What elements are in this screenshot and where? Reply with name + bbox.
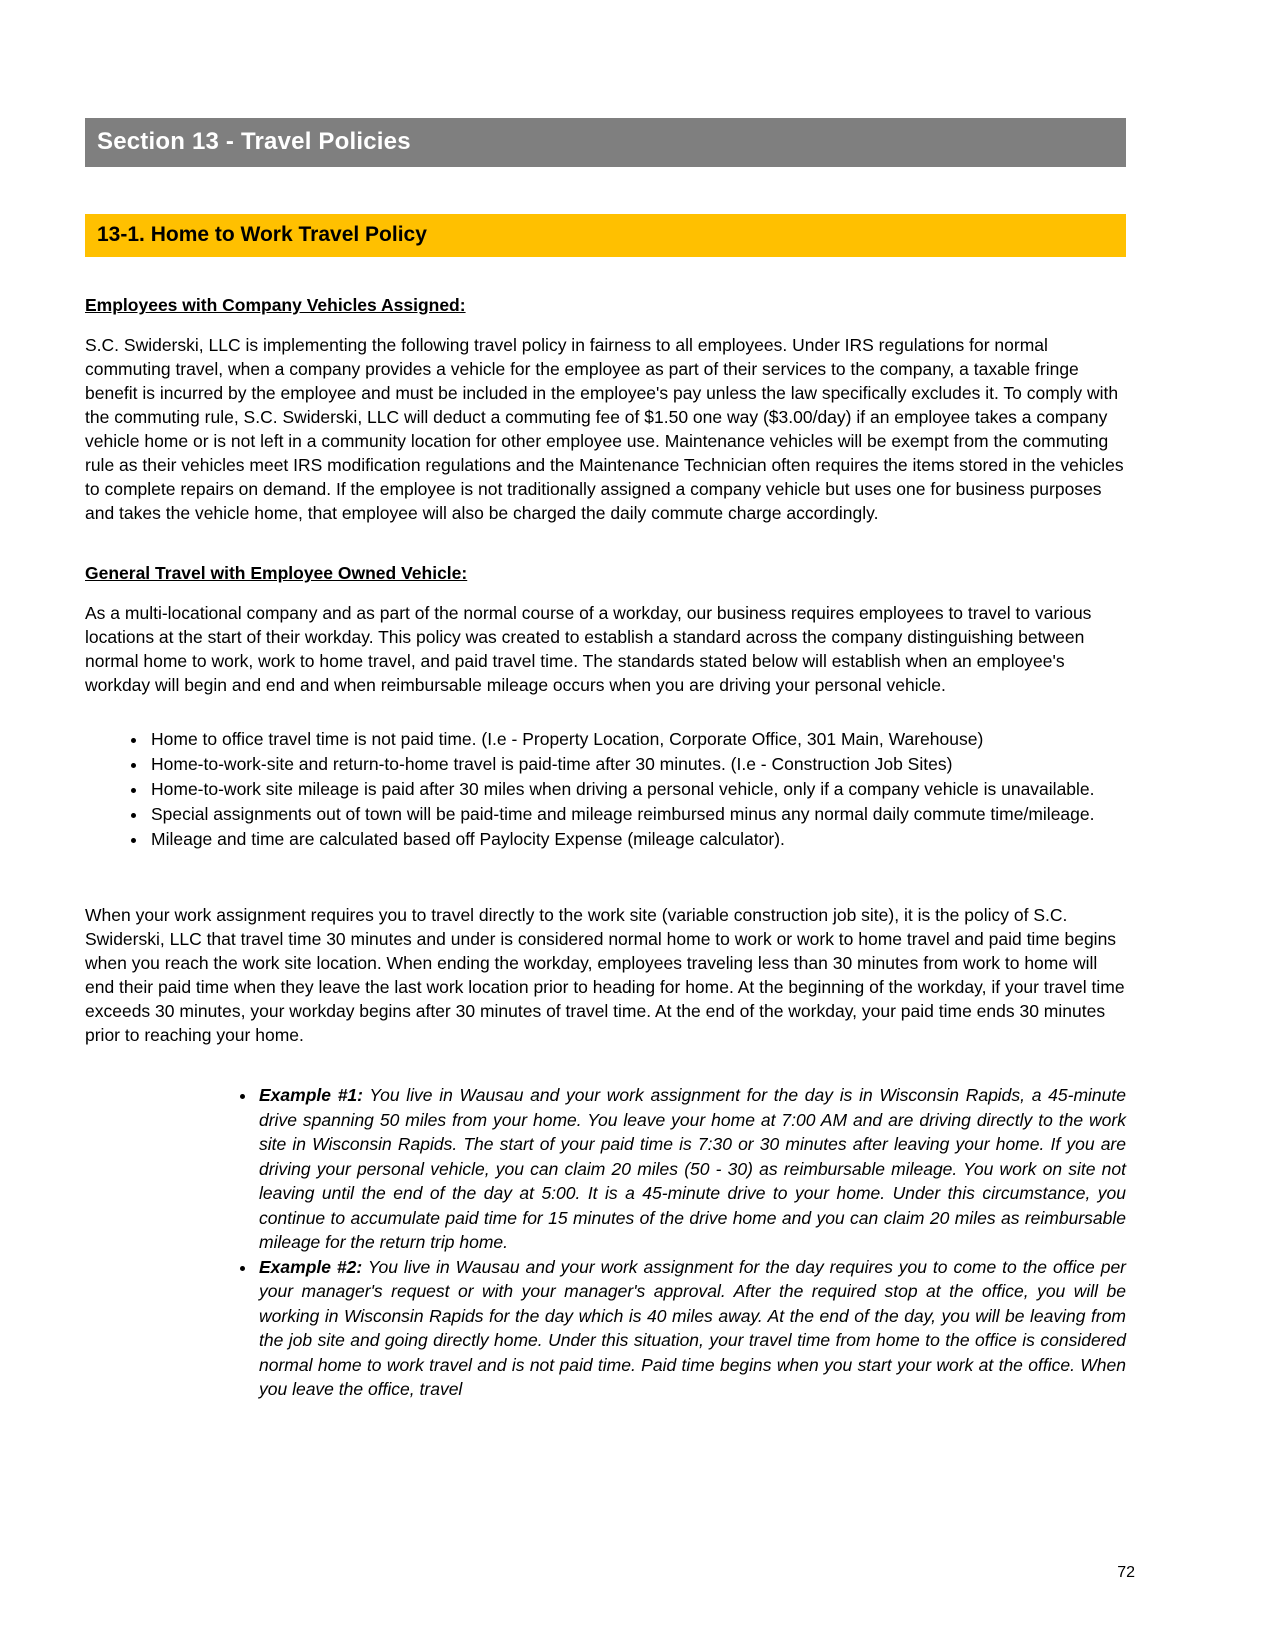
list-item: • Mileage and time are calculated based off Paylocity Expense (mileage calculator). bbox=[148, 827, 1126, 851]
example-2-label: Example #2: bbox=[259, 1256, 363, 1277]
policy-bullet-list bbox=[85, 727, 1126, 851]
policy-header-bar: 13-1. Home to Work Travel Policy bbox=[85, 214, 1126, 257]
example-bullet-list bbox=[85, 1083, 1126, 1402]
list-item-example-1 bbox=[257, 1083, 1126, 1255]
paragraph-general-travel: As a multi-locational company and as part of the normal course of a workday, our business requires employees to travel to various locations at the start of their workday. This policy was created to establish a standard across the company distinguishing between normal home to work, work to home travel, and paid travel time. The standards stated below will establish when an employee's workday will begin and end and when reimbursable mileage occurs when you are driving your personal vehicle. bbox=[85, 603, 1092, 695]
section-header-bar: Section 13 - Travel Policies bbox=[85, 118, 1126, 167]
example-1-text: You live in Wausau and your work assignment for the day is in Wisconsin Rapids, a 45-minute drive spanning 50 miles from your home. You leave your home at 7:00 AM and are driving directly to the work site in Wisconsin Rapids. The start of your paid time is 7:30 or 30 minutes after leaving your home. If you are driving your personal vehicle, you can claim 20 miles (50 - 30) as reimbursable mileage. You work on site not leaving until the end of the day at 5:00. It is a 45-minute drive to your home. Under this circumstance, you continue to accumulate paid time for 15 minutes of the drive home and you can claim 20 miles as reimbursable mileage for the return trip home. bbox=[259, 1085, 1126, 1252]
paragraph-work-assignment: When your work assignment requires you to travel directly to the work site (variable construction job site), it is the policy of S.C. Swiderski, LLC that travel time 30 minutes and under is considered normal home to work or work to home travel and paid time begins when you reach the work site location. When ending the workday, employees traveling less than 30 minutes from work to home will end their paid time when they leave the last work location prior to heading for home. At the beginning of the workday, if your travel time exceeds 30 minutes, your workday begins after 30 minutes of travel time. At the end of the workday, your paid time ends 30 minutes prior to reaching your home. bbox=[85, 905, 1125, 1045]
page-number: 72 bbox=[1117, 1564, 1135, 1581]
example-2-text: You live in Wausau and your work assignment for the day requires you to come to the office per your manager's request or with your manager's approval. After the required stop at the office, you will be working in Wisconsin Rapids for the day which is 40 miles away. At the end of the day, you will be leaving from the job site and going directly home. Under this situation, your travel time from home to the office is considered normal home to work travel and is not paid time. Paid time begins when you start your work at the office. When you leave the office, travel bbox=[259, 1256, 1127, 1399]
paragraph-company-vehicles: S.C. Swiderski, LLC is implementing the following travel policy in fairness to all employees. Under IRS regulations for normal commuting travel, when a company provides a vehicle for the employee as part of their services to the company, a taxable fringe benefit is incurred by the employee and must be included in the employee's pay unless the law specifically excludes it. To comply with the commuting rule, S.C. Swiderski, LLC will deduct a commuting fee of $1.50 one way ($3.00/day) if an employee takes a company vehicle home or is not left in a community location for other employee use. Maintenance vehicles will be exempt from the commuting rule as their vehicles meet IRS modification regulations and the Maintenance Technician often requires the items stored in the vehicles to complete repairs on demand. If the employee is not traditionally assigned a company vehicle but uses one for business purposes and takes the vehicle home, that employee will also be charged the daily commute charge accordingly. bbox=[85, 335, 1124, 523]
example-1-label: Example #1: bbox=[259, 1085, 363, 1105]
heading-general-travel: General Travel with Employee Owned Vehicle: bbox=[85, 563, 468, 583]
list-item: • Special assignments out of town will be paid-time and mileage reimbursed minus any normal daily commute time/mileage. bbox=[148, 802, 1126, 826]
list-item: • Home-to-work-site and return-to-home travel is paid-time after 30 minutes. (I.e - Construction Job Sites) bbox=[148, 752, 1126, 776]
heading-company-vehicles: Employees with Company Vehicles Assigned: bbox=[85, 295, 466, 315]
list-item-example-2 bbox=[257, 1255, 1126, 1402]
list-item: • Home-to-work site mileage is paid after 30 miles when driving a personal vehicle, only if a company vehicle is unavailable. bbox=[148, 777, 1126, 801]
list-item: • Home to office travel time is not paid time. (I.e - Property Location, Corporate Office, 301 Main, Warehouse) bbox=[148, 727, 1126, 751]
page-content bbox=[85, 118, 1126, 1402]
